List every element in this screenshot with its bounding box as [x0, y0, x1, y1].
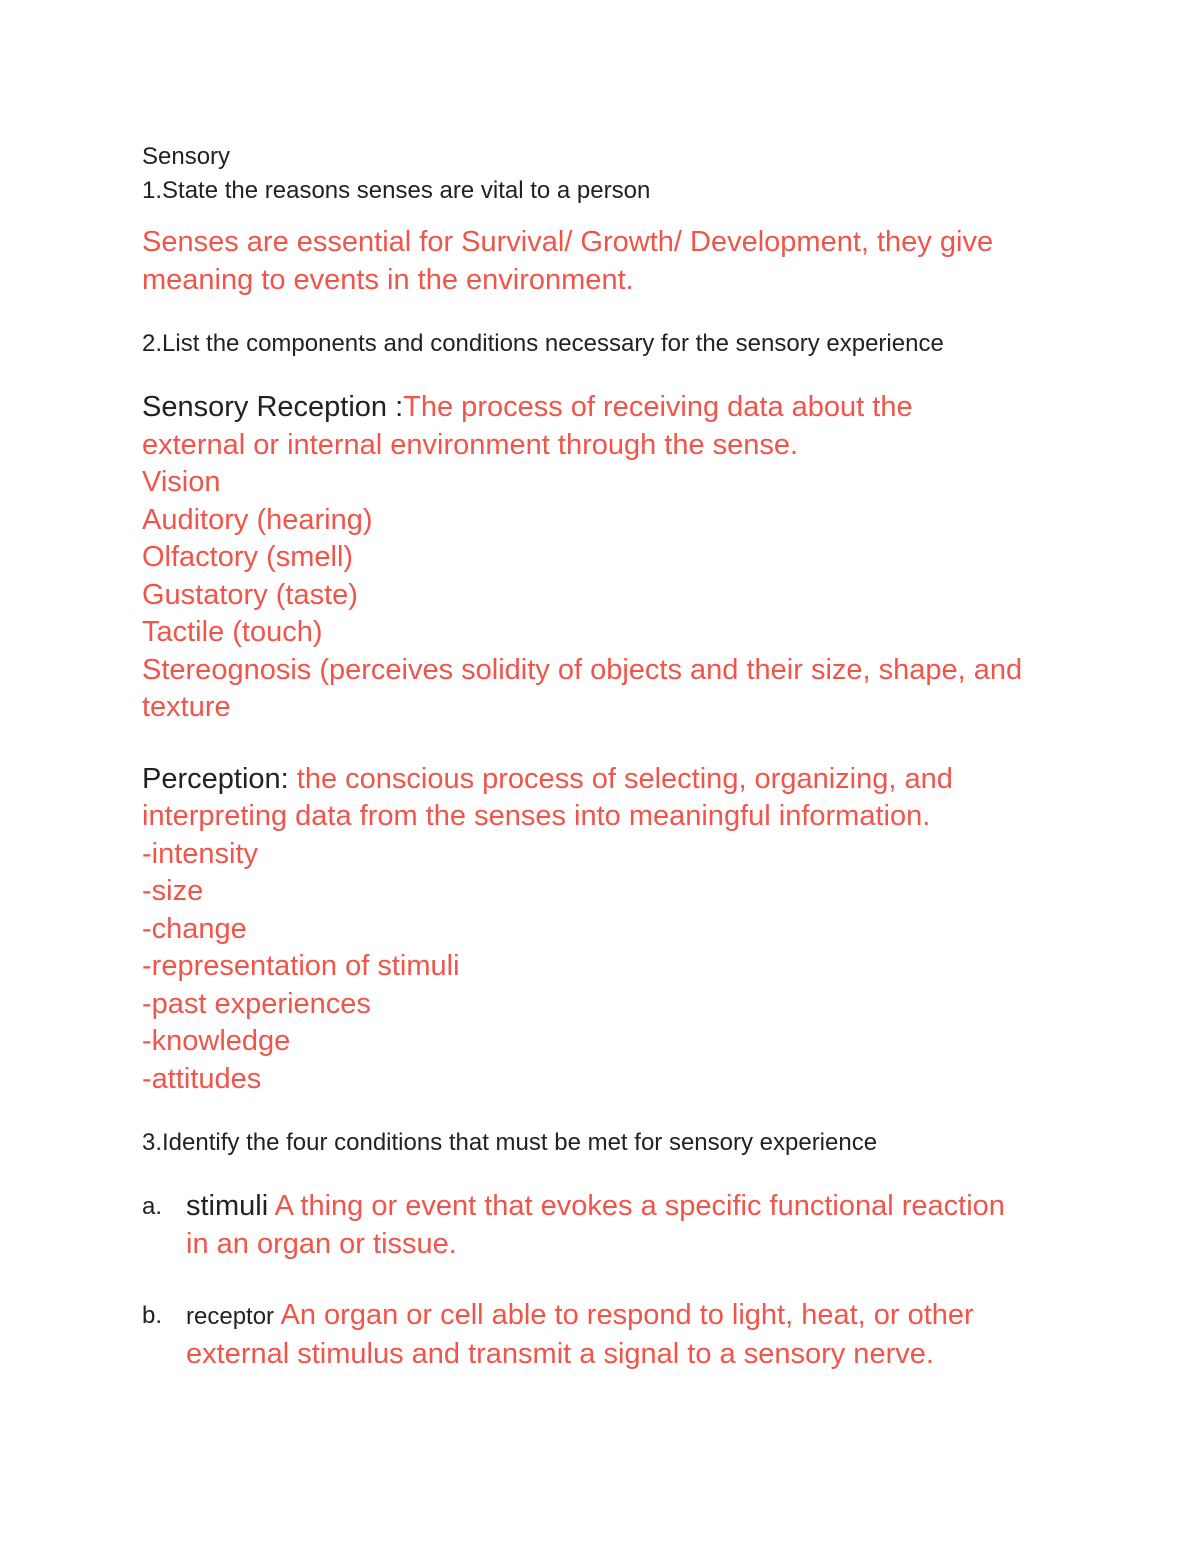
- list-item: -attitudes: [142, 1062, 262, 1095]
- answer-1: Senses are essential for Survival/ Growth/ Development, they give meaning to events in the environment.: [142, 226, 994, 296]
- condition-definition: A thing or event that evokes a specific functional reaction in an organ or tissue.: [186, 1190, 1005, 1260]
- perception-definition: the conscious process of selecting, organizing, and interpreting data from the senses into meaningful information.: [142, 762, 953, 832]
- perception-label: Perception:: [142, 762, 289, 795]
- senses-list: [142, 464, 1042, 727]
- list-item: -intensity: [142, 837, 259, 870]
- condition-item-a: [142, 1188, 1016, 1263]
- sensory-reception-label: Sensory Reception :: [142, 391, 404, 423]
- question-1: 1.State the reasons senses are vital to a person: [142, 177, 651, 204]
- condition-item-b: [142, 1297, 1066, 1373]
- list-marker: b.: [142, 1302, 163, 1329]
- list-item: -change: [142, 912, 247, 945]
- list-item: Gustatory (taste): [142, 578, 358, 611]
- list-item: Stereognosis (perceives solidity of objects and their size, shape, and texture: [142, 653, 1023, 723]
- question-3: 3.Identify the four conditions that must be met for sensory experience: [142, 1129, 878, 1156]
- list-item: Vision: [142, 466, 221, 498]
- question-2: 2.List the components and conditions necessary for the sensory experience: [142, 330, 944, 357]
- list-marker: a.: [142, 1193, 163, 1220]
- list-item: -knowledge: [142, 1025, 291, 1057]
- list-item: Auditory (hearing): [142, 503, 373, 536]
- perception-block: [142, 761, 1032, 836]
- condition-term: receptor: [186, 1303, 275, 1330]
- document-title: Sensory: [142, 143, 231, 170]
- condition-definition: An organ or cell able to respond to light, heat, or other external stimulus and transmit a signal to a sensory nerve.: [186, 1299, 974, 1370]
- perception-factors-list: [142, 836, 1142, 1099]
- list-item: Olfactory (smell): [142, 541, 354, 573]
- sensory-reception-block: [142, 389, 1002, 464]
- condition-term: stimuli: [186, 1190, 269, 1222]
- list-item: -past experiences: [142, 987, 371, 1020]
- sensory-reception-definition: The process of receiving data about the external or internal environment through the sense.: [142, 391, 913, 461]
- list-item: Tactile (touch): [142, 616, 323, 648]
- list-item: -representation of stimuli: [142, 950, 460, 982]
- list-item: -size: [142, 875, 204, 907]
- document-page: [142, 140, 1142, 1373]
